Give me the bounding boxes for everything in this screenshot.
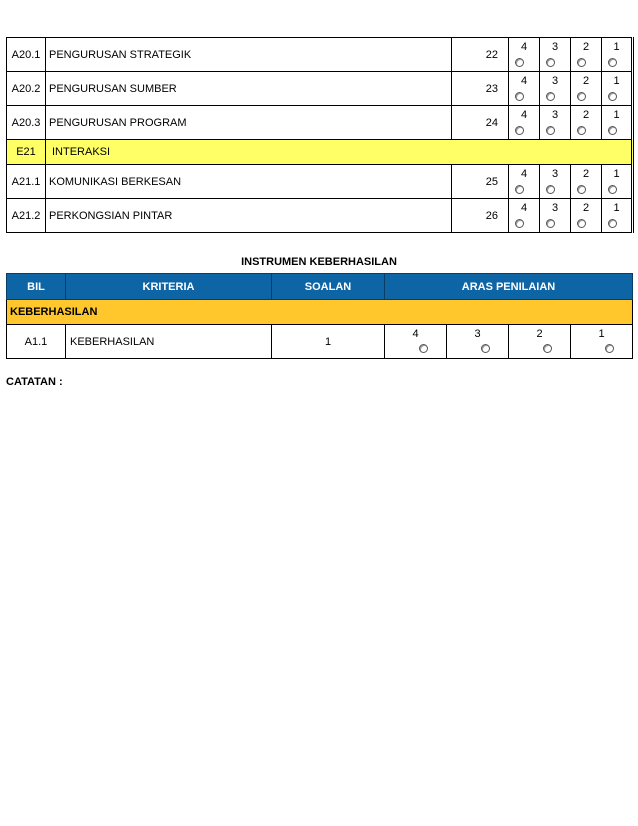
- row-code: A20.3: [7, 106, 46, 140]
- note-label: CATATAN :: [6, 376, 63, 388]
- rating-radio-2[interactable]: [577, 185, 586, 194]
- rating-cell: [509, 325, 571, 359]
- category-label: KEBERHASILAN: [7, 300, 633, 325]
- rating-label: 2: [582, 202, 590, 214]
- row-criteria: KOMUNIKASI BERKESAN: [46, 165, 452, 199]
- rating-radio-4[interactable]: [515, 185, 524, 194]
- rating-cell: [602, 38, 633, 72]
- rating-cell: [571, 325, 633, 359]
- rating-cell: [571, 38, 602, 72]
- rating-label: 2: [582, 75, 590, 87]
- rating-radio-2[interactable]: [577, 219, 586, 228]
- rating-cell: [571, 165, 602, 199]
- rating-radio-4[interactable]: [515, 58, 524, 67]
- rating-label: 4: [520, 41, 528, 53]
- row-criteria: KEBERHASILAN: [66, 325, 272, 359]
- row-question-number: 26: [452, 199, 509, 233]
- category-row: [7, 140, 633, 165]
- rating-cell: [509, 106, 540, 140]
- row-code: A20.1: [7, 38, 46, 72]
- row-code: A21.1: [7, 165, 46, 199]
- row-code: A20.2: [7, 72, 46, 106]
- rating-radio-2[interactable]: [577, 126, 586, 135]
- rating-cell: [385, 325, 447, 359]
- rating-label: 1: [613, 41, 620, 53]
- rating-cell: [602, 72, 633, 106]
- rating-radio-3[interactable]: [481, 344, 490, 353]
- rating-label: 2: [536, 328, 543, 340]
- rating-label: 3: [474, 328, 481, 340]
- rating-cell: [540, 165, 571, 199]
- rating-label: 1: [598, 328, 605, 340]
- row-code: A21.2: [7, 199, 46, 233]
- rating-label: 1: [613, 202, 620, 214]
- rating-cell: [509, 38, 540, 72]
- row-question-number: 1: [272, 325, 385, 359]
- rating-radio-1[interactable]: [608, 92, 617, 101]
- rating-radio-4[interactable]: [419, 344, 428, 353]
- rating-radio-3[interactable]: [546, 185, 555, 194]
- rating-label: 3: [551, 202, 559, 214]
- rating-radio-1[interactable]: [608, 58, 617, 67]
- rating-radio-3[interactable]: [546, 92, 555, 101]
- rating-label: 3: [551, 41, 559, 53]
- row-question-number: 23: [452, 72, 509, 106]
- row-code: A1.1: [7, 325, 66, 359]
- table-row: [7, 325, 633, 359]
- rating-cell: [571, 72, 602, 106]
- table-row: [7, 72, 633, 106]
- rating-label: 2: [582, 41, 590, 53]
- rating-cell: [540, 72, 571, 106]
- category-label: INTERAKSI: [46, 140, 633, 165]
- rating-radio-4[interactable]: [515, 219, 524, 228]
- rating-cell: [602, 106, 633, 140]
- rating-label: 3: [551, 75, 559, 87]
- rating-cell: [571, 106, 602, 140]
- table-row: [7, 106, 633, 140]
- rating-cell: [509, 199, 540, 233]
- rating-cell: [602, 165, 633, 199]
- rating-cell: [509, 72, 540, 106]
- rating-cell: [571, 199, 602, 233]
- rating-radio-1[interactable]: [608, 185, 617, 194]
- section-title: INSTRUMEN KEBERHASILAN: [241, 256, 397, 268]
- row-criteria: PENGURUSAN SUMBER: [46, 72, 452, 106]
- table-row: [7, 165, 633, 199]
- rating-radio-1[interactable]: [608, 126, 617, 135]
- row-criteria: PERKONGSIAN PINTAR: [46, 199, 452, 233]
- rating-label: 4: [520, 202, 528, 214]
- rating-cell: [602, 199, 633, 233]
- rating-label: 4: [412, 328, 419, 340]
- criteria-table-keberhasilan: [6, 273, 633, 359]
- rating-cell: [447, 325, 509, 359]
- rating-label: 4: [520, 168, 528, 180]
- rating-cell: [540, 199, 571, 233]
- rating-label: 4: [520, 75, 528, 87]
- rating-radio-3[interactable]: [546, 58, 555, 67]
- rating-cell: [540, 106, 571, 140]
- rating-label: 3: [551, 168, 559, 180]
- header-bil: BIL: [7, 274, 66, 300]
- rating-label: 1: [613, 75, 620, 87]
- rating-radio-2[interactable]: [543, 344, 552, 353]
- rating-radio-2[interactable]: [577, 92, 586, 101]
- rating-label: 4: [520, 109, 528, 121]
- category-code: E21: [7, 140, 46, 165]
- rating-radio-1[interactable]: [605, 344, 614, 353]
- row-criteria: PENGURUSAN PROGRAM: [46, 106, 452, 140]
- rating-radio-3[interactable]: [546, 219, 555, 228]
- criteria-table-top: [6, 37, 634, 233]
- rating-cell: [540, 38, 571, 72]
- rating-radio-1[interactable]: [608, 219, 617, 228]
- rating-radio-2[interactable]: [577, 58, 586, 67]
- rating-radio-4[interactable]: [515, 126, 524, 135]
- category-row: [7, 300, 633, 325]
- rating-radio-4[interactable]: [515, 92, 524, 101]
- rating-cell: [509, 165, 540, 199]
- table-row: [7, 38, 633, 72]
- row-question-number: 24: [452, 106, 509, 140]
- table-row: [7, 199, 633, 233]
- row-question-number: 22: [452, 38, 509, 72]
- rating-radio-3[interactable]: [546, 126, 555, 135]
- rating-label: 1: [613, 109, 620, 121]
- rating-label: 3: [551, 109, 559, 121]
- rating-label: 1: [613, 168, 620, 180]
- header-soalan: SOALAN: [272, 274, 385, 300]
- rating-label: 2: [582, 168, 590, 180]
- header-kriteria: KRITERIA: [66, 274, 272, 300]
- header-row: [7, 274, 633, 300]
- row-criteria: PENGURUSAN STRATEGIK: [46, 38, 452, 72]
- header-aras-penilaian: ARAS PENILAIAN: [385, 274, 633, 300]
- row-question-number: 25: [452, 165, 509, 199]
- rating-label: 2: [582, 109, 590, 121]
